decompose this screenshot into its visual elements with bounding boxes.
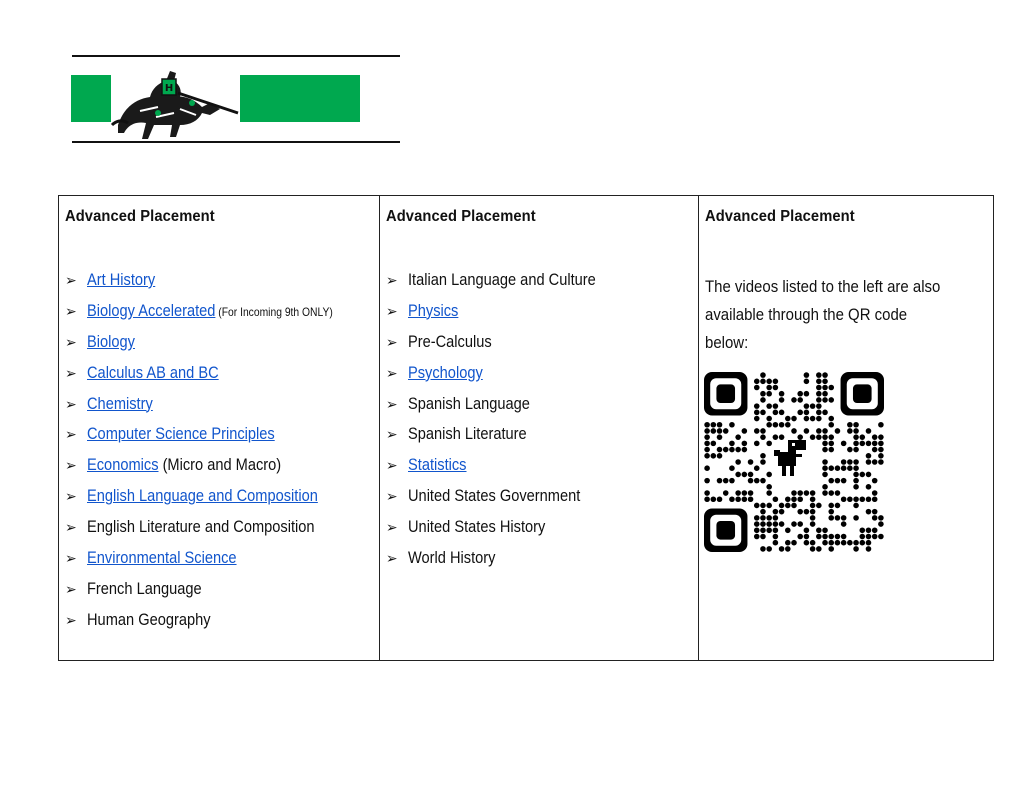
arrowhead-bullet-icon: ➢ xyxy=(65,551,77,568)
arrowhead-bullet-icon: ➢ xyxy=(385,458,398,475)
arrowhead-bullet-icon: ➢ xyxy=(385,334,398,351)
course-text xyxy=(408,512,545,543)
course-link[interactable]: Computer Science Principles xyxy=(87,424,275,444)
arrowhead-bullet-icon: ➢ xyxy=(385,427,398,444)
course-item[interactable] xyxy=(386,450,692,481)
arrowhead-bullet-icon: ➢ xyxy=(65,458,77,475)
arrowhead-bullet-icon: ➢ xyxy=(65,581,77,598)
course-item xyxy=(65,605,373,636)
course-note: (For Incoming 9th ONLY) xyxy=(215,304,333,319)
arrowhead-bullet-icon: ➢ xyxy=(65,334,77,351)
course-item[interactable] xyxy=(65,358,373,389)
course-name: English Literature and Composition xyxy=(87,517,315,537)
course-item xyxy=(386,389,692,420)
course-item[interactable] xyxy=(65,419,373,450)
course-item[interactable] xyxy=(65,543,373,574)
course-list xyxy=(386,265,692,574)
banner-bottom-rule xyxy=(72,141,400,143)
course-text xyxy=(408,543,495,574)
course-list xyxy=(65,265,373,636)
qr-description: The videos listed to the left are also available through the QR code below: xyxy=(704,277,941,352)
knight-logo-icon xyxy=(110,63,240,141)
course-item[interactable] xyxy=(65,481,373,512)
course-link[interactable]: Chemistry xyxy=(87,393,153,413)
course-item xyxy=(386,265,692,296)
arrowhead-bullet-icon: ➢ xyxy=(385,303,398,320)
school-banner xyxy=(70,55,400,147)
course-text xyxy=(408,265,596,296)
column-heading: Advanced Placement xyxy=(385,208,536,225)
course-item xyxy=(386,543,692,574)
course-text xyxy=(87,358,219,389)
course-name: French Language xyxy=(87,578,202,598)
qr-code[interactable] xyxy=(704,372,884,552)
course-text xyxy=(87,481,318,512)
course-text xyxy=(408,481,580,512)
course-text xyxy=(408,419,527,450)
course-item xyxy=(386,327,692,358)
course-text xyxy=(87,574,202,605)
course-link[interactable]: Physics xyxy=(407,300,459,320)
arrowhead-bullet-icon: ➢ xyxy=(385,396,398,413)
column-heading: Advanced Placement xyxy=(65,208,215,225)
arrowhead-bullet-icon: ➢ xyxy=(385,365,398,382)
arrowhead-bullet-icon: ➢ xyxy=(385,489,398,506)
course-item[interactable] xyxy=(65,327,373,358)
course-text xyxy=(408,358,483,389)
course-item[interactable] xyxy=(65,450,373,481)
course-name: World History xyxy=(407,548,496,568)
arrowhead-bullet-icon: ➢ xyxy=(65,489,77,506)
banner-green-block-left xyxy=(71,75,111,122)
dinosaur-icon xyxy=(774,440,806,476)
course-note: (Micro and Macro) xyxy=(158,455,282,475)
course-link[interactable]: Psychology xyxy=(407,362,483,382)
arrowhead-bullet-icon: ➢ xyxy=(385,273,398,289)
arrowhead-bullet-icon: ➢ xyxy=(65,396,77,413)
course-text xyxy=(87,512,315,543)
course-link[interactable]: Art History xyxy=(87,270,156,289)
course-name: Spanish Literature xyxy=(407,424,527,444)
course-item[interactable] xyxy=(386,358,692,389)
course-link[interactable]: Biology Accelerated xyxy=(87,300,216,320)
course-item xyxy=(386,512,692,543)
arrowhead-bullet-icon: ➢ xyxy=(385,551,398,568)
arrowhead-bullet-icon: ➢ xyxy=(65,520,77,537)
course-item xyxy=(386,481,692,512)
column-heading: Advanced Placement xyxy=(704,208,855,225)
course-text xyxy=(408,327,492,358)
course-name: Human Geography xyxy=(87,609,211,629)
course-name: United States History xyxy=(407,517,546,537)
arrowhead-bullet-icon: ➢ xyxy=(65,273,77,289)
course-text xyxy=(87,450,281,481)
course-column-1 xyxy=(59,196,380,661)
course-item[interactable] xyxy=(65,389,373,420)
course-link[interactable]: Statistics xyxy=(407,455,467,475)
course-column-2 xyxy=(379,196,698,661)
arrowhead-bullet-icon: ➢ xyxy=(65,365,77,382)
course-name: Italian Language and Culture xyxy=(407,270,596,289)
course-name: Pre-Calculus xyxy=(407,331,492,351)
course-link[interactable]: Environmental Science xyxy=(87,548,237,568)
course-item[interactable] xyxy=(65,296,373,327)
banner-green-block-right xyxy=(240,75,360,122)
course-text xyxy=(87,543,237,574)
course-text xyxy=(87,296,333,328)
course-link[interactable]: English Language and Composition xyxy=(87,486,318,506)
course-text xyxy=(408,389,530,420)
course-text xyxy=(87,419,275,450)
course-item[interactable] xyxy=(65,265,373,296)
arrowhead-bullet-icon: ➢ xyxy=(65,612,77,629)
course-text xyxy=(87,605,211,636)
course-text xyxy=(87,327,135,358)
course-item xyxy=(386,419,692,450)
svg-text:H: H xyxy=(164,83,174,94)
banner-top-rule xyxy=(72,55,400,57)
course-link[interactable]: Economics xyxy=(87,455,159,475)
arrowhead-bullet-icon: ➢ xyxy=(65,427,77,444)
arrowhead-bullet-icon: ➢ xyxy=(385,520,398,537)
course-item xyxy=(65,512,373,543)
course-item[interactable] xyxy=(386,296,692,327)
course-name: United States Government xyxy=(407,486,581,506)
qr-code-icon xyxy=(704,372,884,552)
course-text xyxy=(408,450,467,481)
course-link[interactable]: Calculus AB and BC xyxy=(87,362,219,382)
course-text xyxy=(408,296,458,327)
course-item xyxy=(65,574,373,605)
course-name: Spanish Language xyxy=(407,393,530,413)
course-text xyxy=(87,265,155,296)
course-link[interactable]: Biology xyxy=(87,331,135,351)
course-text xyxy=(87,389,153,420)
arrowhead-bullet-icon: ➢ xyxy=(65,303,77,320)
